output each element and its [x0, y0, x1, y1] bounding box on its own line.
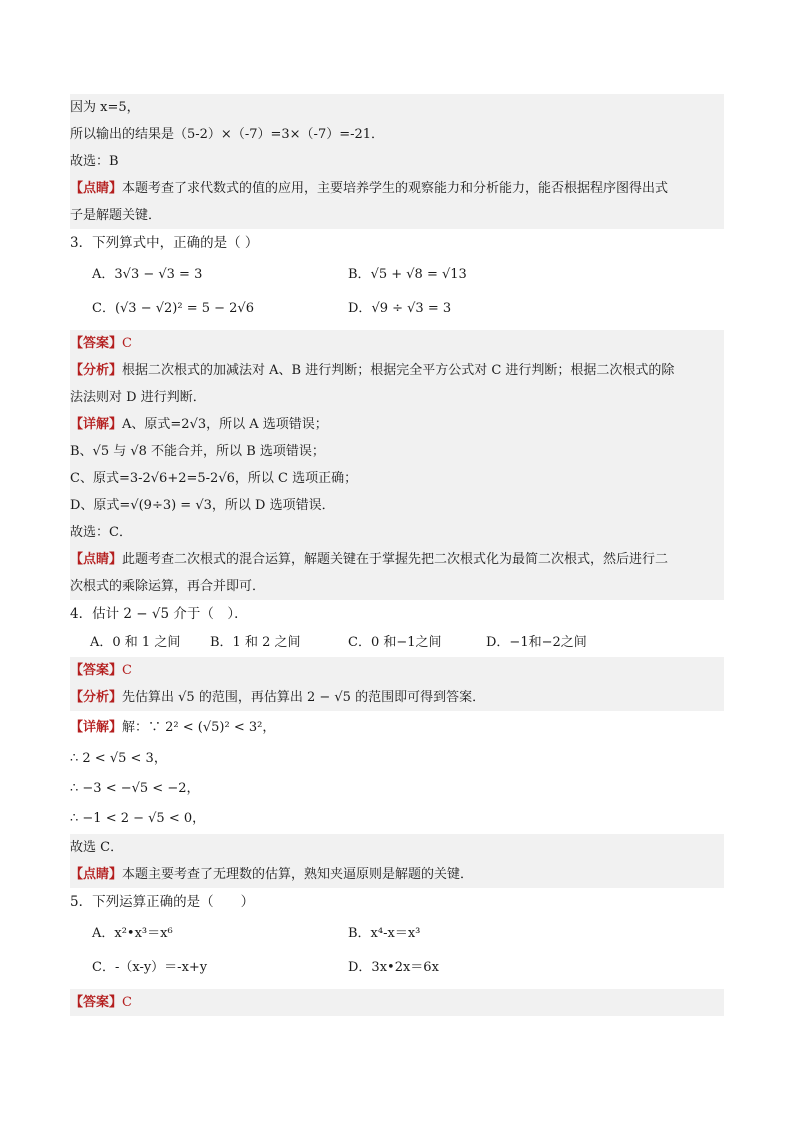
answer-value: C: [122, 995, 132, 1010]
option-a: A．x²•x³＝x⁶: [92, 926, 173, 941]
solution-block-q4-end: [70, 834, 724, 888]
detail-line: 【详解】解：∵ 2² < (√5)² < 3²，: [70, 720, 276, 735]
text-line: 故选 C．: [70, 840, 124, 855]
option-d: D．√9 ÷ √3 = 3: [348, 301, 452, 316]
solution-block-q4: [70, 657, 724, 711]
answer-value: C: [122, 336, 132, 351]
option-d: D．3x•2x＝6x: [348, 960, 439, 975]
dianjing-line: 【点睛】此题考查二次根式的混合运算，解题关键在于掌握先把二次根式化为最简二次根式，然后进行二: [70, 552, 669, 567]
dianjing-text: 本题考查了求代数式的值的应用，主要培养学生的观察能力和分析能力，能否根据程序图得出式: [122, 181, 669, 196]
option-c: C．(√3 − √2)² = 5 − 2√6: [92, 301, 254, 316]
question-3-stem: 3．下列算式中，正确的是（ ）: [70, 235, 259, 251]
answer-line: 【答案】C: [70, 995, 132, 1010]
question-5-options-row1: [70, 917, 724, 951]
document-page: [70, 94, 724, 1016]
question-5-stem: 5．下列运算正确的是（ ）: [70, 894, 255, 910]
analysis-line: 【分析】先估算出 √5 的范围，再估算出 2 − √5 的范围即可得到答案．: [70, 690, 486, 705]
solution-block-q3: [70, 330, 724, 600]
text-line: C、原式=3-2√6+2=5-2√6，所以 C 选项正确；: [70, 471, 358, 486]
text-line: 子是解题关键．: [70, 208, 162, 223]
text-line: 因为 x=5，: [70, 100, 140, 115]
text-line: 次根式的乘除运算，再合并即可．: [70, 579, 266, 594]
text-line: 故选：B: [70, 154, 119, 169]
analysis-line: 【分析】根据二次根式的加减法对 A、B 进行判断；根据完全平方公式对 C 进行判断；根据二次根式的除: [70, 363, 675, 378]
question-3-options-row1: [70, 258, 724, 292]
text-line: B、√5 与 √8 不能合并，所以 B 选项错误；: [70, 444, 325, 459]
dianjing-line: 【点睛】本题主要考查了无理数的估算，熟知夹逼原则是解题的关键．: [70, 867, 474, 882]
dianjing-line: [70, 175, 724, 202]
option-c: C．-（x-y）＝-x+y: [92, 960, 208, 975]
solution-block-q4-detail: [70, 711, 724, 834]
option-c: C．0 和−1之间: [348, 635, 442, 650]
option-b: B．1 和 2 之间: [210, 635, 301, 650]
option-b: B．√5 + √8 = √13: [348, 267, 467, 282]
option-b: B．x⁴-x＝x³: [348, 926, 421, 941]
question-4-stem: 4．估计 2 − √5 介于（ ）．: [70, 606, 248, 622]
text-line: 所以输出的结果是（5-2）×（-7）=3×（-7）=-21．: [70, 127, 385, 142]
question-3-options-row2: [70, 292, 724, 326]
text-line: 法法则对 D 进行判断．: [70, 390, 206, 405]
dianjing-tag: 【点睛】: [70, 181, 123, 196]
answer-line: 【答案】C: [70, 663, 132, 678]
answer-line: 【答案】C: [70, 336, 132, 351]
text-line: 故选：C．: [70, 525, 132, 540]
option-a: A．0 和 1 之间: [90, 635, 181, 650]
question-4-options: [70, 629, 724, 657]
solution-block-q5: [70, 989, 724, 1016]
solution-block-q2: [70, 94, 724, 229]
text-line: ∴ −1 < 2 − √5 < 0，: [70, 811, 206, 826]
detail-line: 【详解】A、原式=2√3，所以 A 选项错误；: [70, 417, 328, 432]
option-d: D．−1和−2之间: [486, 635, 587, 650]
text-line: ∴ 2 < √5 < 3，: [70, 751, 167, 766]
question-5-options-row2: [70, 951, 724, 985]
text-line: D、原式=√(9÷3) = √3，所以 D 选项错误．: [70, 498, 335, 513]
text-line: ∴ −3 < −√5 < −2，: [70, 781, 200, 796]
option-a: A．3√3 − √3 = 3: [92, 267, 203, 282]
answer-value: C: [122, 663, 132, 678]
